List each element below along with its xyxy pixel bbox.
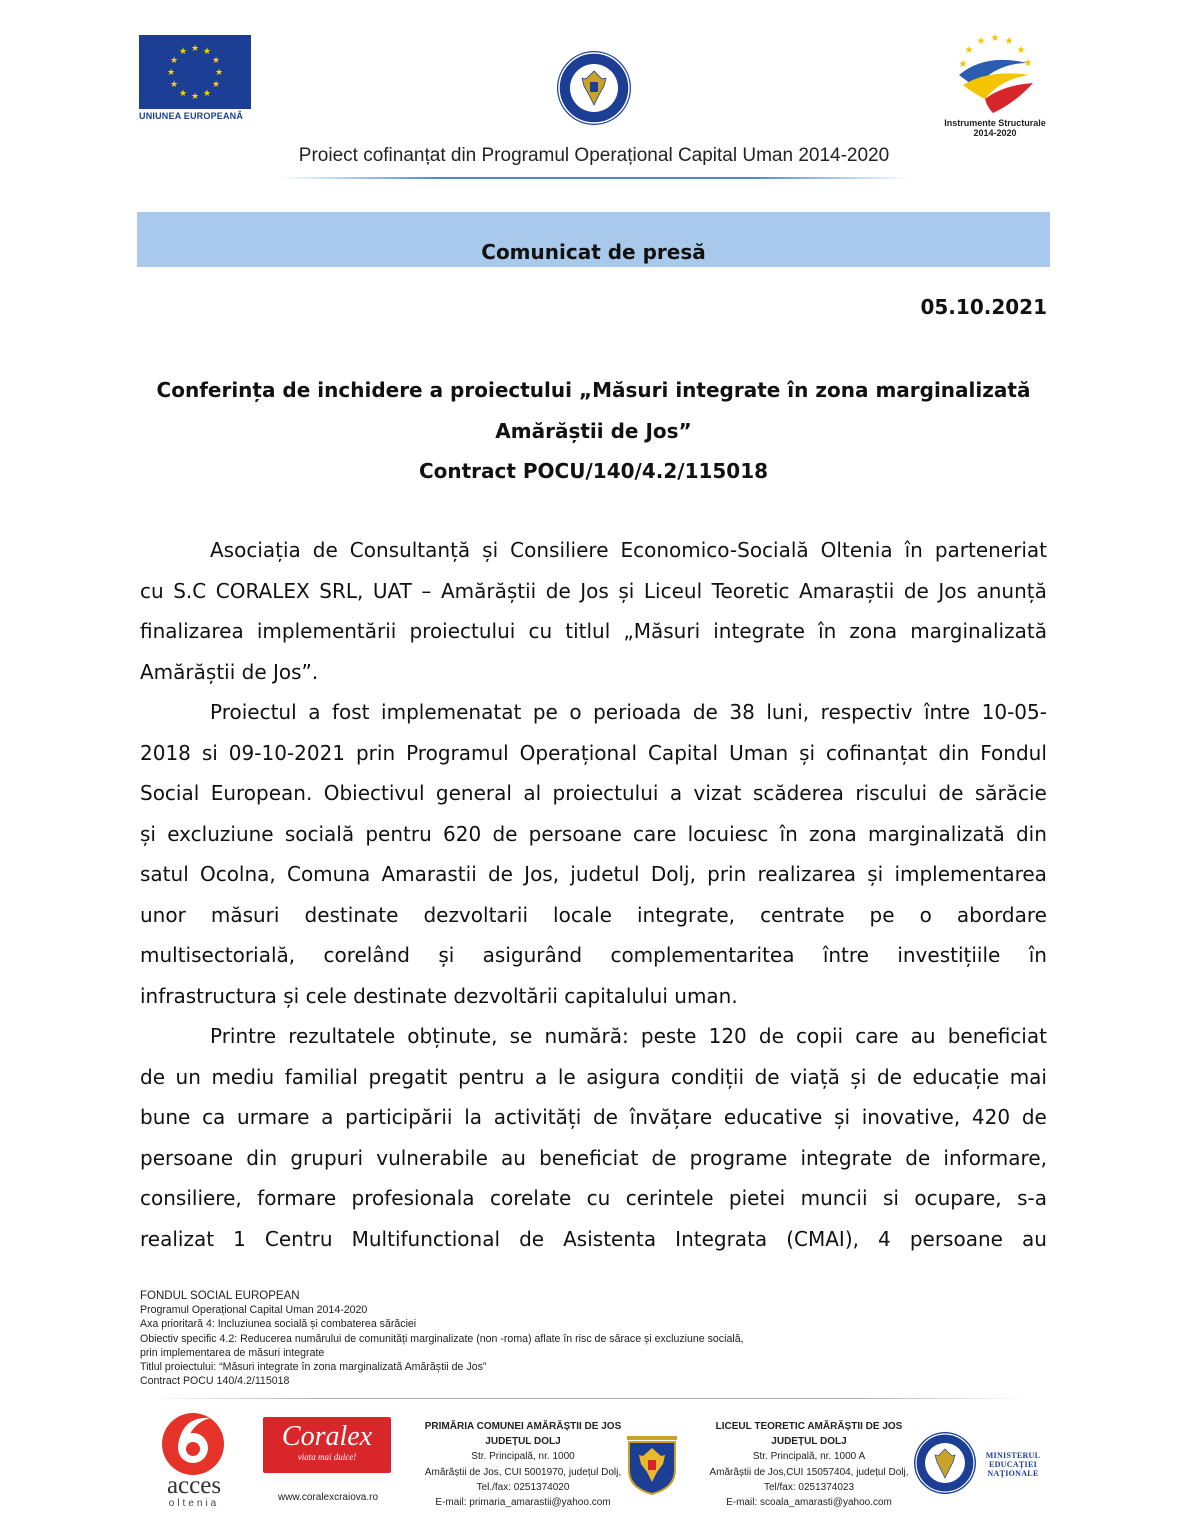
paragraph-line: consiliere, formare profesionala corelate cu cerintele pietei muncii si ocupare, s-a	[140, 1186, 1047, 1210]
paragraph-line: 2018 si 09-10-2021 prin Programul Operațional Capital Uman și cofinanțat din Fondul	[140, 740, 1047, 765]
paragraph-line: Amărăștii de Jos”.	[140, 659, 319, 684]
release-date: 05.10.2021	[920, 295, 1047, 319]
contact-line: PRIMĂRIA COMUNEI AMĂRĂȘTII DE JOS	[424, 1421, 622, 1432]
svg-text:★: ★	[958, 59, 968, 70]
ministry-education-label	[982, 1451, 1044, 1478]
svg-text:★: ★	[211, 56, 221, 66]
svg-text:★: ★	[166, 68, 176, 78]
paragraph-line: infrastructura și cele destinate dezvoltării capitalului uman.	[140, 983, 738, 1008]
svg-text:★: ★	[190, 92, 200, 102]
fse-info-block	[140, 1289, 744, 1388]
fse-line: FONDUL SOCIAL EUROPEAN	[140, 1290, 300, 1302]
body-text	[140, 530, 1047, 1259]
svg-text:★: ★	[211, 80, 221, 90]
project-cofinancing-line: Proiect cofinanțat din Programul Operațional Capital Uman 2014-2020	[298, 145, 890, 166]
svg-text:★: ★	[169, 80, 179, 90]
contact-line: Amărăștii de Jos,CUI 15057404, județul Dolj,	[709, 1466, 909, 1478]
coralex-tagline: viata mai dulce!	[297, 1452, 357, 1462]
structural-instruments-label: Instrumente Structurale 2014-2020	[944, 118, 1046, 138]
svg-text:★: ★	[976, 36, 986, 47]
contact-line: JUDEȚUL DOLJ	[485, 1436, 561, 1448]
document-title	[140, 370, 1047, 492]
acces-name: acces	[166, 1472, 222, 1499]
ministry-line: NAȚIONALE	[987, 1469, 1039, 1478]
paragraph-line: bune ca urmare a participării la activități de învățare educative și inovative, 420 de	[140, 1105, 1047, 1129]
fse-line: Titlul proiectului: “Măsuri integrate în zona marginalizată Amărăștii de Jos”	[140, 1361, 487, 1374]
government-seal-icon	[912, 1430, 978, 1496]
footer-divider	[148, 1398, 1028, 1399]
contact-line: JUDEȚUL DOLJ	[771, 1436, 847, 1448]
contact-line: Tel/fax: 0251374023	[763, 1481, 855, 1493]
paragraph-line: Asociația de Consultanță și Consiliere Economico-Socială Oltenia în parteneriat	[210, 538, 1047, 562]
paragraph-line: Proiectul a fost implemenatat pe o perioada de 38 luni, respectiv între 10-05-	[210, 700, 1047, 724]
structural-instruments-logo	[945, 33, 1045, 121]
contact-line: Str. Principală, nr. 1000 A	[752, 1451, 866, 1463]
ministry-line: EDUCAȚIEI	[988, 1460, 1038, 1469]
svg-text:★: ★	[1004, 36, 1014, 47]
acces-oltenia-logo	[152, 1406, 234, 1478]
paragraph-line: unor măsuri destinate dezvoltarii locale integrate, centrate pe o abordare	[140, 902, 1047, 927]
svg-text:★: ★	[202, 89, 212, 99]
contact-line: Str. Principală, nr. 1000	[471, 1451, 575, 1463]
acces-subtitle: oltenia	[168, 1498, 220, 1509]
liceu-contact	[700, 1419, 918, 1510]
svg-text:★: ★	[990, 33, 1000, 44]
header-divider	[280, 177, 910, 179]
coat-of-arms-icon	[623, 1430, 681, 1496]
fse-line: Axa prioritară 4: Incluziunea socială și combaterea sărăciei	[140, 1318, 417, 1331]
contact-line: E-mail: primaria_amarastii@yahoo.com	[435, 1497, 611, 1509]
paragraph-line: persoane din grupuri vulnerabile au beneficiat de programe integrate de informare,	[140, 1145, 1047, 1170]
fse-line: prin implementarea de măsuri integrate	[140, 1346, 325, 1359]
paragraph-line: multisectorială, corelând și asigurând complementaritea între investițiile în	[140, 943, 1047, 967]
fse-line: Programul Operațional Capital Uman 2014-2020	[140, 1304, 368, 1317]
paragraph-line: finalizarea implementării proiectului cu titlul „Măsuri integrate în zona marginalizată	[140, 619, 1047, 643]
svg-text:★: ★	[169, 56, 179, 66]
paragraph-line: realizat 1 Centru Multifunctional de Asistenta Integrata (CMAI), 4 persoane au	[140, 1226, 1047, 1251]
contact-line: Amărăștii de Jos, CUI 5001970, județul Dolj,	[424, 1466, 622, 1478]
svg-text:★: ★	[178, 47, 188, 57]
contact-line: LICEUL TEORETIC AMĂRĂȘTII DE JOS	[715, 1421, 903, 1432]
government-seal-icon	[555, 49, 633, 127]
paragraph-line: Printre rezultatele obținute, se numără: peste 120 de copii care au beneficiat	[210, 1024, 1047, 1048]
fse-line: Contract POCU 140/4.2/115018	[140, 1375, 290, 1388]
svg-text:★: ★	[190, 44, 200, 54]
paragraph-line: și excluziune socială pentru 620 de persoane care locuiesc în zona marginalizată din	[140, 821, 1047, 846]
press-release-title: Comunicat de presă	[481, 240, 706, 264]
svg-text:★: ★	[1016, 45, 1026, 56]
paragraph-line: satul Ocolna, Comuna Amarastii de Jos, judetul Dolj, prin realizarea și implementarea	[140, 862, 1047, 886]
contact-line: E-mail: scoala_amarasti@yahoo.com	[726, 1497, 892, 1509]
eu-flag-logo	[139, 35, 251, 109]
svg-text:★: ★	[1023, 58, 1033, 69]
coralex-website: www.coralexcraiova.ro	[277, 1492, 379, 1503]
svg-text:★: ★	[202, 47, 212, 57]
svg-text:★: ★	[178, 89, 188, 99]
fse-line: Obiectiv specific 4.2: Reducerea numărului de comunități marginalizate (non -roma) aflate în risc de sărace și excluziune socială,	[140, 1332, 744, 1345]
coralex-name: Coralex	[281, 1421, 373, 1452]
svg-text:★: ★	[214, 68, 224, 78]
eu-label: UNIUNEA EUROPEANĂ	[139, 111, 244, 121]
paragraph-line: de un mediu familial pregatit pentru a le asigura condiții de viață și de educație mai	[140, 1064, 1047, 1089]
paragraph-line: Social European. Obiectivul general al proiectului a vizat scăderea riscului de sărăcie	[140, 781, 1047, 805]
primaria-contact	[413, 1419, 633, 1510]
contract-number: Contract POCU/140/4.2/115018	[418, 459, 769, 483]
paragraph-line: cu S.C CORALEX SRL, UAT – Amărăștii de Jos și Liceul Teoretic Amaraștii de Jos anunță	[140, 578, 1047, 603]
title-line: Conferința de inchidere a proiectului „Măsuri integrate în zona marginalizată	[156, 378, 1031, 402]
title-line: Amărăștii de Jos”	[495, 418, 692, 443]
contact-line: Tel./fax: 0251374020	[476, 1481, 570, 1493]
ministry-line: MINISTERUL	[985, 1451, 1041, 1460]
svg-text:★: ★	[964, 45, 974, 56]
